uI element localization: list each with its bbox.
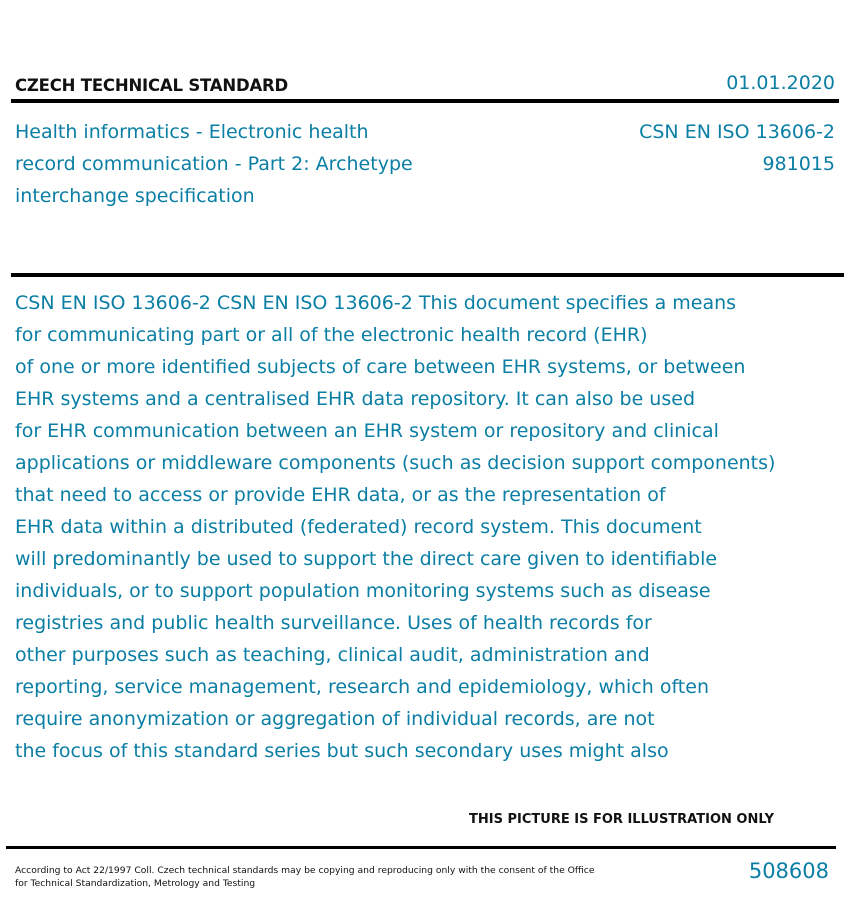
abstract-line: the focus of this standard series but such secondary uses might also: [15, 740, 669, 762]
publication-date: 01.01.2020: [726, 72, 835, 94]
abstract-line: reporting, service management, research and epidemiology, which often: [15, 676, 709, 698]
document-title-line: record communication - Part 2: Archetype: [15, 153, 413, 175]
legal-line: for Technical Standardization, Metrology and Testing: [15, 878, 256, 889]
legal-notice: [15, 864, 615, 890]
abstract-line: require anonymization or aggregation of individual records, are not: [15, 708, 655, 730]
header-divider: [11, 99, 839, 103]
standard-code: CSN EN ISO 13606-2: [639, 121, 835, 143]
abstract-line: will predominantly be used to support the direct care given to identifiable: [15, 548, 718, 570]
abstract-line: for communicating part or all of the electronic health record (EHR): [15, 324, 648, 346]
class-number: 981015: [762, 153, 835, 175]
document-title-line: interchange specification: [15, 185, 255, 207]
illustration-notice: THIS PICTURE IS FOR ILLUSTRATION ONLY: [469, 812, 774, 827]
legal-line: According to Act 22/1997 Coll. Czech technical standards may be copying and reproducing only with the consent of the Office: [15, 865, 595, 876]
abstract-line: EHR data within a distributed (federated) record system. This document: [15, 516, 702, 538]
document-title: [15, 116, 435, 212]
abstract-line: applications or middleware components (such as decision support components): [15, 452, 776, 474]
abstract-line: CSN EN ISO 13606-2 CSN EN ISO 13606-2 This document specifies a means: [15, 292, 737, 314]
abstract-line: individuals, or to support population monitoring systems such as disease: [15, 580, 711, 602]
abstract-line: registries and public health surveillance. Uses of health records for: [15, 612, 652, 634]
document-identifiers: [639, 116, 835, 180]
abstract-line: of one or more identified subjects of care between EHR systems, or between: [15, 356, 746, 378]
document-number: 508608: [748, 859, 829, 883]
footer-divider: [6, 846, 836, 849]
title-divider: [11, 273, 844, 277]
abstract-line: for EHR communication between an EHR system or repository and clinical: [15, 420, 719, 442]
abstract-text: [15, 287, 805, 767]
abstract-line: other purposes such as teaching, clinical audit, administration and: [15, 644, 650, 666]
standard-header-title: CZECH TECHNICAL STANDARD: [15, 76, 289, 95]
abstract-line: EHR systems and a centralised EHR data repository. It can also be used: [15, 388, 696, 410]
abstract-line: that need to access or provide EHR data, or as the representation of: [15, 484, 666, 506]
document-title-line: Health informatics - Electronic health: [15, 121, 369, 143]
